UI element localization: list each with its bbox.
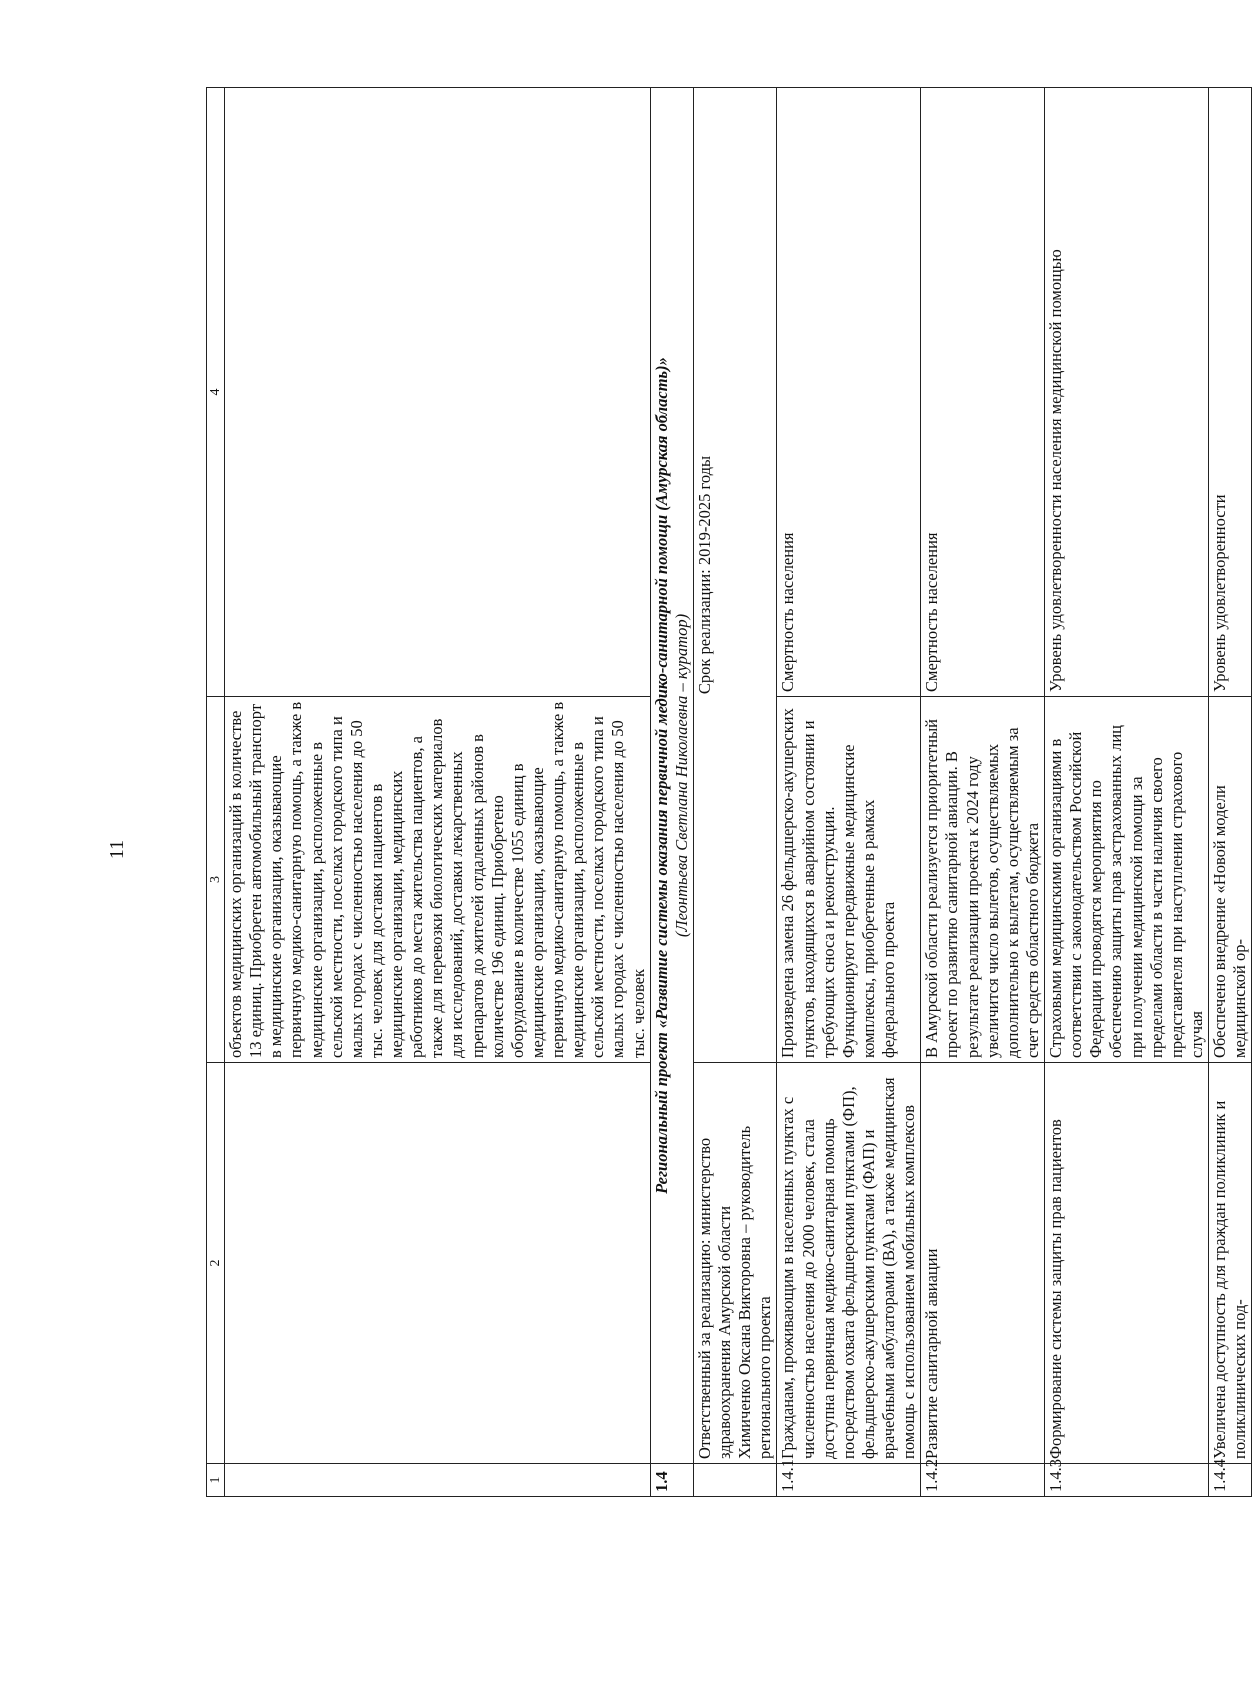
- table-row: [1209, 88, 1252, 1497]
- section-title-cell: [650, 88, 693, 1464]
- table-row: [777, 88, 921, 1497]
- responsible-cell: [693, 1063, 777, 1464]
- table-row: [1045, 88, 1209, 1497]
- section-row: [650, 88, 693, 1497]
- continuation-description: объектов медицинских организаций в количестве 13 единиц. Приобретен автомобильный транспорт в медицинские организации, оказывающие первичную медико-санитарную помощь, а также в медицинские организации, расположенные в сельской местности, поселках городского типа и малых городах с численностью населения до 50 тыс. человек для доставки пациентов в медицинские организации, медицинских работников до места жительства пациентов, а также для перевозки биологических материалов для исследований, доставки лекарственных препаратов до жителей отдаленных районов в количестве 196 единиц. Приобретено оборудование в количестве 1055 единиц в медицинские организации, оказывающие первичную медико-санитарную помощь, а также в медицинские организации, расположенные в сельской местности, поселках городского типа и малых городах с численностью населения до 50 тыс. человек: [225, 697, 651, 1063]
- col-header-3: 3: [207, 697, 225, 1063]
- cell-empty: [693, 1464, 777, 1497]
- col-header-2: 2: [207, 1063, 225, 1464]
- col-header-4: 4: [207, 88, 225, 697]
- page-number: 11: [106, 839, 129, 860]
- row-task: Развитие санитарной авиации: [921, 1063, 1045, 1464]
- section-curator: (Леонтьева Светлана Николаевна – куратор): [671, 613, 691, 938]
- row-number: 1.4.1: [777, 1464, 921, 1497]
- row-number: 1.4.3: [1045, 1464, 1209, 1497]
- cell-empty: [225, 88, 651, 697]
- row-task: Формирование системы защиты прав пациентов: [1045, 1063, 1209, 1464]
- column-number-row: [207, 88, 225, 1497]
- program-table: [206, 87, 1252, 1497]
- row-number: 1.4.4: [1209, 1464, 1252, 1497]
- row-description: Страховыми медицинскими организациями в соответствии с законодательством Российской Федерации проводятся мероприятия по обеспечению защиты прав застрахованных лиц при получении медицинской помощи за пределами области в части наличия своего представителя при наступлении страхового случая: [1045, 697, 1209, 1063]
- table-row: [921, 88, 1045, 1497]
- rotated-table-sheet: [206, 87, 1250, 1497]
- project-leader: Химиченко Оксана Викторовна – руководитель регионального проекта: [735, 1125, 775, 1459]
- section-title: Региональный проект «Развитие системы оказания первичной медико-санитарной помощи (Амурская область)»: [651, 357, 671, 1194]
- section-number: 1.4: [650, 1464, 693, 1497]
- row-indicator: Уровень удовлетворенности: [1209, 88, 1252, 697]
- cell-empty: [225, 1464, 651, 1497]
- responsible-ministry: Ответственный за реализацию: министерство здравоохранения Амурской области: [694, 1137, 735, 1459]
- row-indicator: Уровень удовлетворенности населения медицинской помощью: [1045, 88, 1209, 697]
- row-description: Обеспечено внедрение «Новой модели медицинской ор-: [1209, 697, 1252, 1063]
- continuation-row: [225, 88, 651, 1497]
- implementation-term: Срок реализации: 2019-2025 годы: [693, 88, 777, 1063]
- row-description: Произведена замена 26 фельдшерско-акушерских пунктов, находящихся в аварийном состоянии и требующих сноса и реконструкции. Функционируют передвижные медицинские комплексы, приобретенные в рамках федерального проекта: [777, 697, 921, 1063]
- row-indicator: Смертность населения: [921, 88, 1045, 697]
- row-task: Увеличена доступность для граждан поликлиник и поликлинических под-: [1209, 1063, 1252, 1464]
- row-number: 1.4.2: [921, 1464, 1045, 1497]
- responsible-row: [693, 88, 777, 1497]
- row-description: В Амурской области реализуется приоритетный проект по развитию санитарной авиации. В результате реализации проекта к 2024 году увеличится число вылетов, осуществляемых дополнительно к вылетам, осуществляемым за счет средств областного бюджета: [921, 697, 1045, 1063]
- cell-empty: [225, 1063, 651, 1464]
- row-task: Гражданам, проживающим в населенных пунктах с численностью населения до 2000 человек, стала доступна первичная медико-санитарная помощь посредством охвата фельдшерскими пунктами (ФП), фельдшерско-акушерскими пунктами (ФАП) и врачебными амбулаторами (ВА), а также медицинская помощь с использованием мобильных комплексов: [777, 1063, 921, 1464]
- row-indicator: Смертность населения: [777, 88, 921, 697]
- col-header-1: 1: [207, 1464, 225, 1497]
